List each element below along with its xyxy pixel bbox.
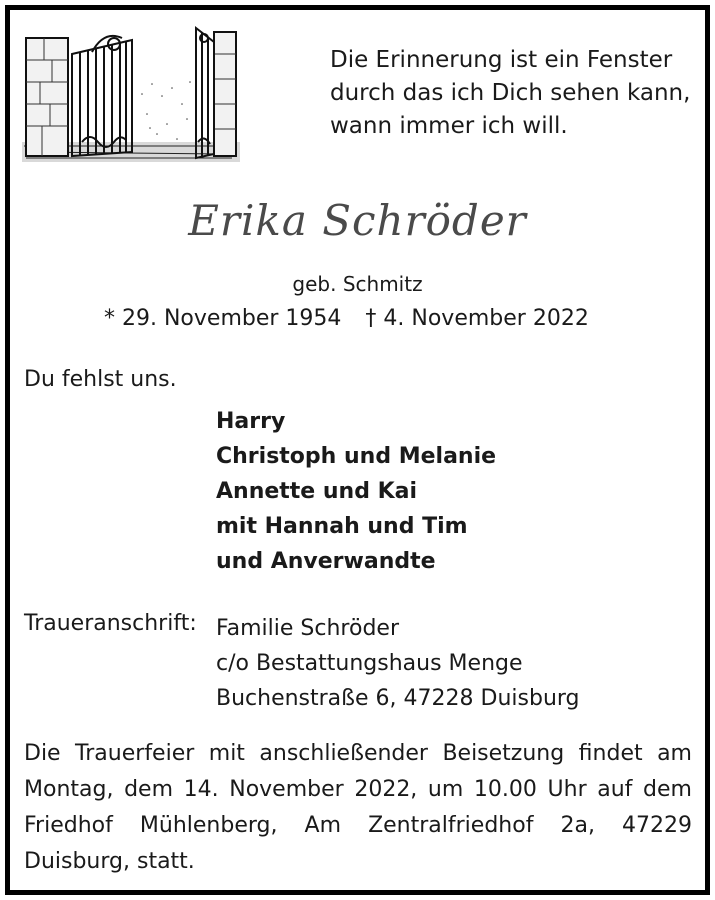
- mourner-line: Harry: [216, 409, 286, 434]
- life-dates: [104, 306, 589, 331]
- mourner-line: und Anverwandte: [216, 549, 436, 574]
- birth-date: * 29. November 1954: [104, 306, 342, 331]
- birth-name: geb. Schmitz: [292, 272, 423, 296]
- address-line: c/o Bestattungshaus Menge: [216, 651, 523, 676]
- mourner-line: Annette und Kai: [216, 479, 418, 504]
- funeral-notice: Die Trauerfeier mit anschließender Beisetzung findet am Montag, dem 14. November 2022, um 10.00 Uhr auf dem Friedhof Mühlenberg, Am Zentralfriedhof 2a, 47229 Duisburg, statt.: [24, 741, 692, 874]
- address-line: Familie Schröder: [216, 616, 399, 641]
- mourner-line: Christoph und Melanie: [216, 444, 497, 469]
- quote-line: Die Erinnerung ist ein Fenster: [330, 47, 673, 73]
- mourner-line: mit Hannah und Tim: [216, 514, 468, 539]
- mourning-address: [216, 611, 580, 716]
- death-date: † 4. November 2022: [365, 306, 589, 331]
- deceased-name: Erika Schröder: [188, 196, 527, 245]
- quote-line: durch das ich Dich sehen kann,: [330, 80, 691, 106]
- memorial-quote: [330, 44, 690, 143]
- address-line: Buchenstraße 6, 47228 Duisburg: [216, 686, 580, 711]
- mourners-list: [216, 404, 496, 579]
- open-gate-illustration: [22, 24, 240, 162]
- quote-line: wann immer ich will.: [330, 113, 568, 139]
- farewell-message: Du fehlst uns.: [24, 367, 177, 392]
- address-label: Traueranschrift:: [24, 611, 197, 636]
